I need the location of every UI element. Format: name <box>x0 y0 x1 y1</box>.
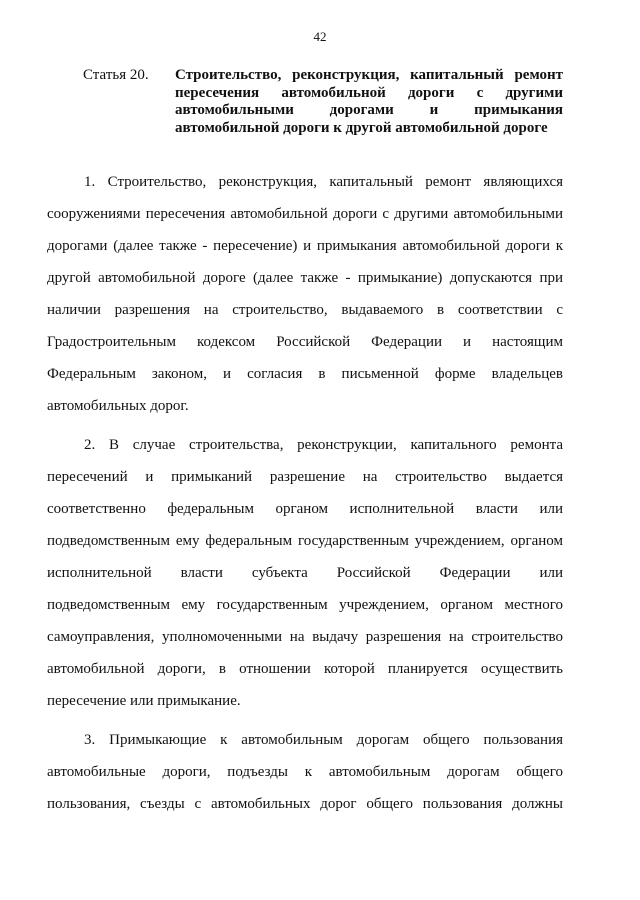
paragraph-2 <box>47 429 563 717</box>
article-title-line: автомобильными дорогами и примыкания <box>175 102 563 118</box>
paragraph-1 <box>47 166 563 422</box>
article-title-line: автомобильной дороги к другой автомобильной дороге <box>175 119 548 136</box>
text-line: 2. В случае строительства, реконструкции, капитального ремонта <box>84 437 563 453</box>
paragraph-3 <box>47 724 563 820</box>
text-line: дорогами (далее также - пересечение) и примыкания автомобильной дороги к <box>47 238 563 254</box>
text-line: соответственно федеральным органом исполнительной власти или <box>47 501 563 517</box>
text-line: 3. Примыкающие к автомобильным дорогам общего пользования <box>84 732 563 748</box>
page-number: 42 <box>313 29 327 44</box>
text-line: другой автомобильной дороге (далее также - примыкание) допускаются при <box>47 270 563 286</box>
article-title-line: Строительство, реконструкция, капитальный ремонт <box>175 67 563 83</box>
text-line: пользования, съезды с автомобильных дорог общего пользования должны <box>47 796 563 812</box>
text-line: пересечение или примыкание. <box>47 693 241 709</box>
text-line: подведомственным ему федеральным государственным учреждением, органом <box>47 533 563 549</box>
text-line: самоуправления, уполномоченными на выдачу разрешения на строительство <box>47 629 563 645</box>
article-header <box>83 67 563 137</box>
text-line: автомобильных дорог. <box>47 398 189 414</box>
text-line: Федеральным законом, и согласия в письменной форме владельцев <box>47 366 563 382</box>
article-body <box>47 166 563 820</box>
text-line: исполнительной власти субъекта Российской Федерации или <box>47 565 563 581</box>
text-line: подведомственным ему государственным учреждением, органом местного <box>47 597 563 613</box>
text-line: пересечений и примыканий разрешение на строительство выдается <box>47 469 563 485</box>
text-line: сооружениями пересечения автомобильной дороги с другими автомобильными <box>47 206 563 222</box>
text-line: Градостроительным кодексом Российской Федерации и настоящим <box>47 334 563 350</box>
text-line: автомобильные дороги, подъезды к автомобильным дорогам общего <box>47 764 563 780</box>
article-title <box>175 67 563 137</box>
text-line: автомобильной дороги, в отношении которой планируется осуществить <box>47 661 563 677</box>
text-line: наличии разрешения на строительство, выдаваемого в соответствии с <box>47 302 563 318</box>
article-label: Статья 20. <box>83 67 149 83</box>
text-line: 1. Строительство, реконструкция, капитальный ремонт являющихся <box>84 174 563 190</box>
article-title-line: пересечения автомобильной дороги с другими <box>175 84 563 101</box>
